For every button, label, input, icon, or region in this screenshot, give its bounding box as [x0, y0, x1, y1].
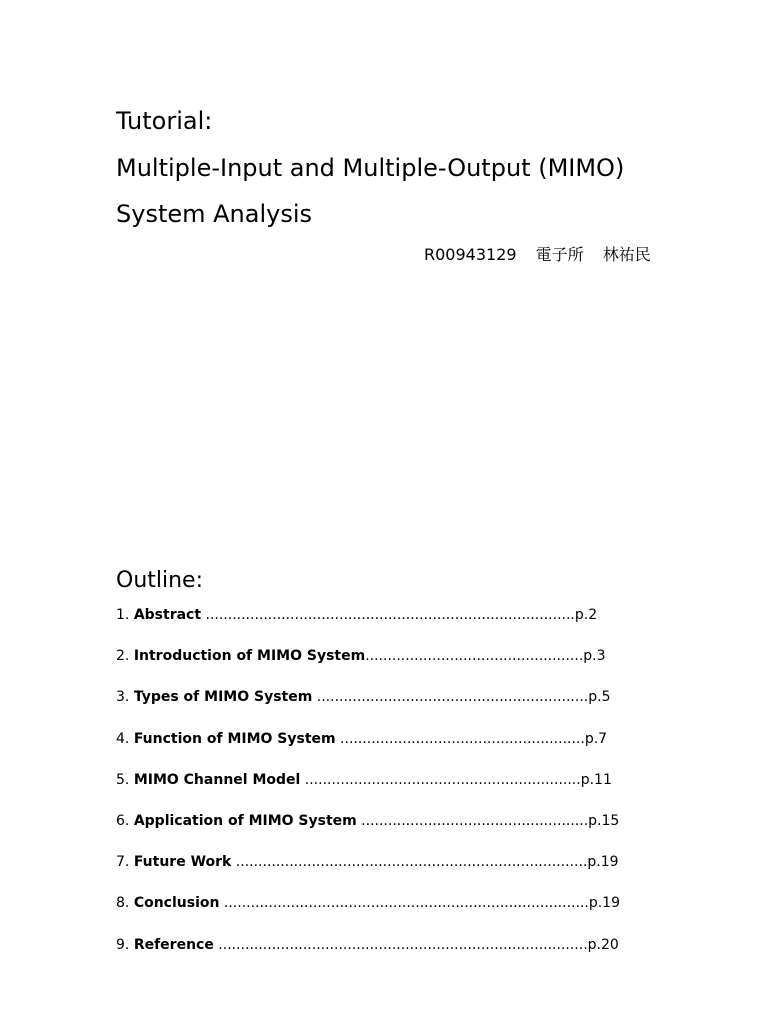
toc-item-leader: .................................................................................. [219, 895, 589, 912]
toc-item [116, 726, 608, 767]
toc-item-page: p.11 [580, 771, 612, 788]
toc-item-leader: ................................................. [365, 648, 584, 665]
toc-item-page: p.19 [587, 854, 619, 871]
toc-item-number: 4. [116, 730, 134, 747]
toc-item-leader: ................................................................................... [213, 936, 588, 953]
title-block [116, 98, 676, 238]
toc-item-number: 5. [116, 771, 134, 788]
title-line-1: Tutorial: [116, 107, 213, 135]
toc-item-number: 7. [116, 854, 134, 871]
toc-item-label: Reference [133, 936, 214, 953]
toc-item-label: MIMO Channel Model [133, 771, 301, 788]
author-name: 林祐民 [602, 245, 651, 264]
toc-item-page: p.3 [583, 648, 606, 665]
toc-item-leader: ............................................................................... [231, 854, 588, 871]
toc-item-number: 1. [116, 607, 134, 623]
toc-item-number: 8. [116, 895, 134, 912]
toc-item-page: p.5 [588, 689, 611, 706]
toc-item-page: p.7 [584, 730, 608, 747]
toc-item-label: Abstract [133, 607, 202, 623]
toc-item [116, 643, 606, 684]
title-line-3: System Analysis [116, 200, 313, 228]
toc-item-label: Function of MIMO System [133, 730, 336, 747]
toc-item-page: p.15 [588, 812, 620, 829]
toc-item [116, 767, 612, 808]
toc-item-label: Types of MIMO System [133, 689, 313, 706]
toc-item-label: Future Work [133, 854, 232, 871]
student-id: R00943129 [424, 245, 517, 264]
toc-item-leader: ................................................... [356, 812, 589, 829]
table-of-contents [116, 602, 620, 973]
toc-item-page: p.2 [574, 607, 598, 623]
toc-item-leader: ............................................................. [312, 689, 589, 706]
toc-item [116, 849, 619, 890]
toc-item [116, 932, 619, 973]
toc-item-label: Conclusion [133, 895, 220, 912]
toc-item-number: 3. [116, 689, 134, 706]
toc-item [116, 684, 611, 725]
title-line-2: Multiple-Input and Multiple-Output (MIMO) [116, 153, 625, 182]
toc-item [116, 890, 620, 931]
toc-item-number: 9. [116, 936, 134, 953]
toc-item-leader: ....................................................... [335, 730, 585, 747]
toc-item-page: p.19 [588, 895, 620, 912]
toc-item-leader: .............................................................. [300, 771, 581, 788]
toc-item [116, 808, 620, 849]
author-line [424, 243, 664, 267]
toc-item [116, 602, 596, 643]
toc-item-number: 6. [116, 812, 134, 829]
toc-item-page: p.20 [587, 936, 619, 953]
outline-heading: Outline: [116, 568, 204, 593]
toc-item-number: 2. [116, 648, 134, 665]
department: 電子所 [535, 245, 584, 264]
toc-item-label: Application of MIMO System [133, 812, 357, 829]
toc-item-label: Introduction of MIMO System [133, 648, 366, 665]
toc-item-leader: ................................................................................... [201, 607, 575, 623]
